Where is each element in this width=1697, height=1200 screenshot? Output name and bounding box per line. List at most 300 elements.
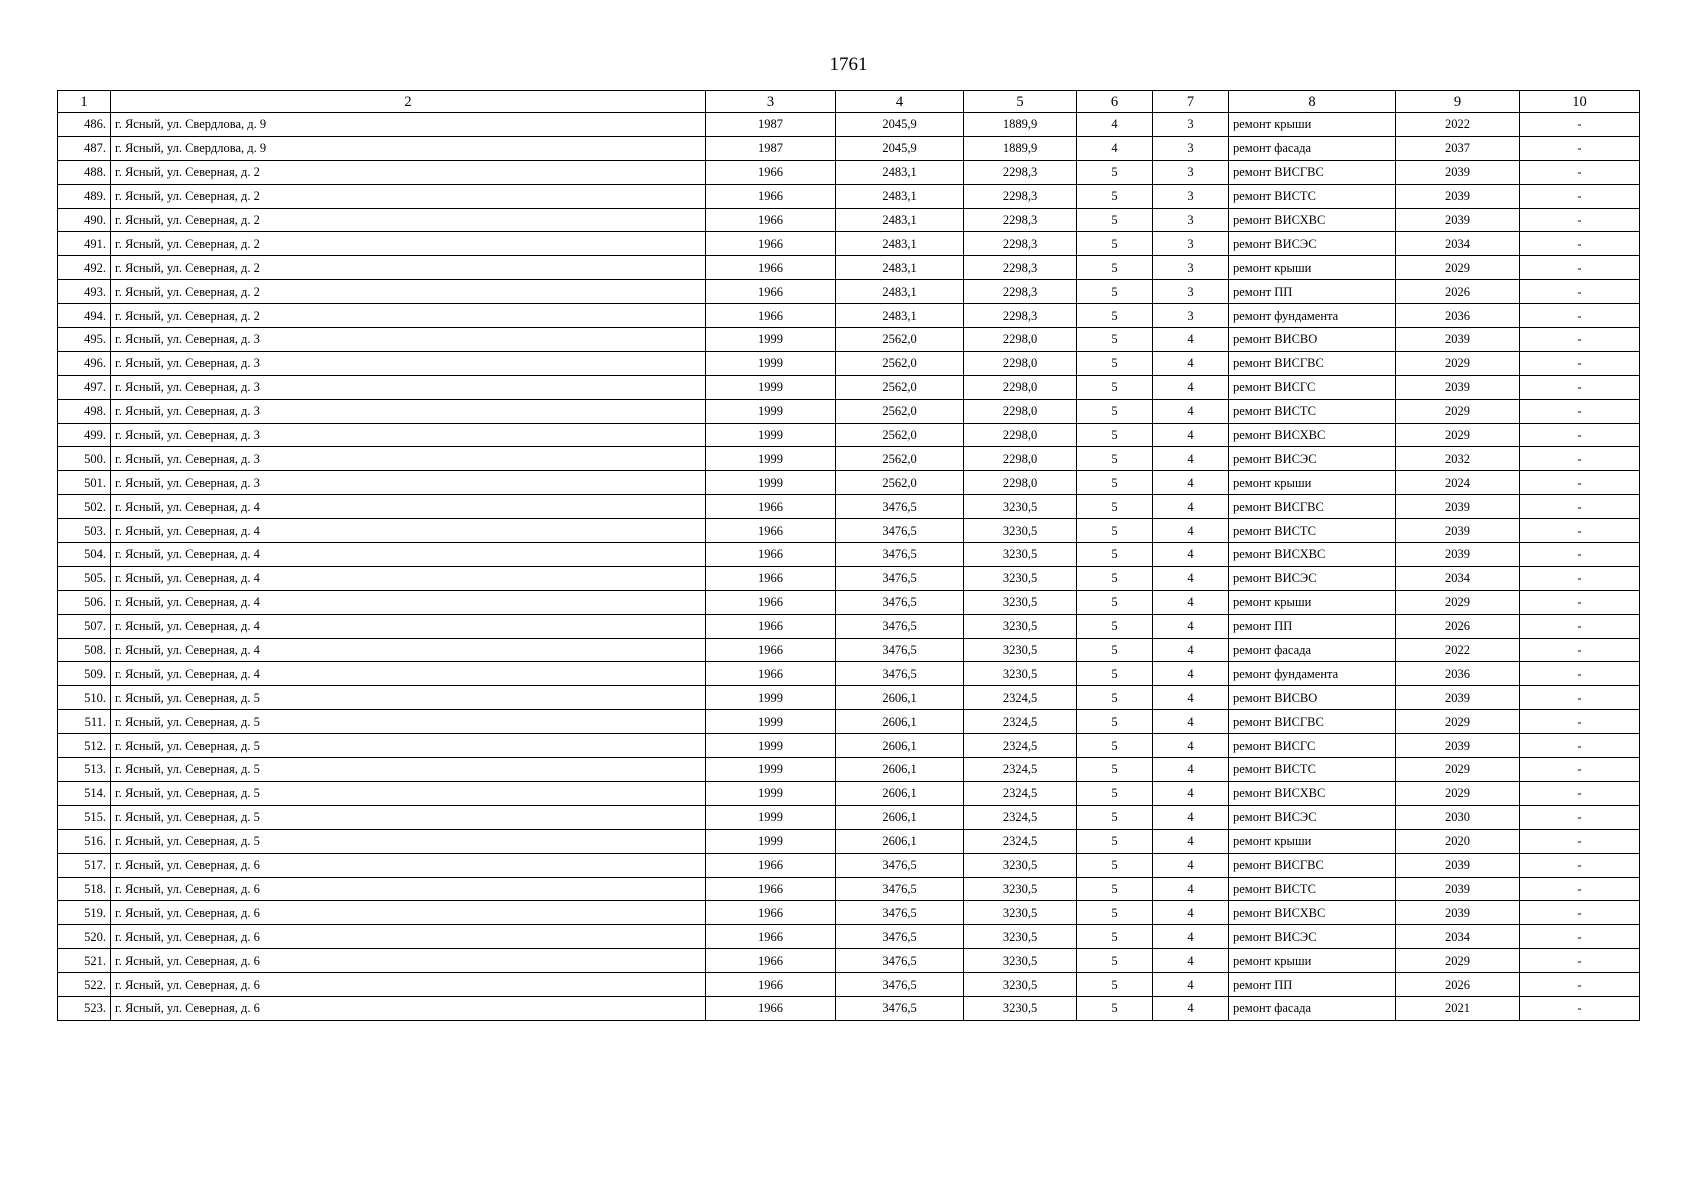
year-built-cell: 1966	[706, 877, 836, 901]
entrances-cell: 3	[1153, 232, 1229, 256]
entrances-cell: 3	[1153, 256, 1229, 280]
floors-cell: 5	[1077, 280, 1153, 304]
address-cell: г. Ясный, ул. Северная, д. 5	[111, 805, 706, 829]
table-row	[58, 686, 1640, 710]
total-area-cell: 2606,1	[836, 686, 964, 710]
row-number-cell: 511.	[58, 710, 111, 734]
row-number-cell: 491.	[58, 232, 111, 256]
year-built-cell: 1966	[706, 304, 836, 328]
row-number-cell: 516.	[58, 829, 111, 853]
floors-cell: 5	[1077, 351, 1153, 375]
year-built-cell: 1966	[706, 901, 836, 925]
year-built-cell: 1966	[706, 495, 836, 519]
address-cell: г. Ясный, ул. Северная, д. 5	[111, 829, 706, 853]
address-cell: г. Ясный, ул. Северная, д. 4	[111, 638, 706, 662]
total-area-cell: 3476,5	[836, 973, 964, 997]
address-cell: г. Ясный, ул. Северная, д. 3	[111, 399, 706, 423]
note-cell: -	[1520, 184, 1640, 208]
entrances-cell: 4	[1153, 925, 1229, 949]
total-area-cell: 2483,1	[836, 208, 964, 232]
planned-year-cell: 2039	[1396, 853, 1520, 877]
entrances-cell: 4	[1153, 853, 1229, 877]
planned-year-cell: 2039	[1396, 375, 1520, 399]
planned-year-cell: 2029	[1396, 399, 1520, 423]
entrances-cell: 4	[1153, 710, 1229, 734]
work-type-cell: ремонт фундамента	[1229, 662, 1396, 686]
living-area-cell: 2324,5	[964, 805, 1077, 829]
note-cell: -	[1520, 423, 1640, 447]
planned-year-cell: 2039	[1396, 328, 1520, 352]
address-cell: г. Ясный, ул. Северная, д. 5	[111, 781, 706, 805]
row-number-cell: 520.	[58, 925, 111, 949]
floors-cell: 5	[1077, 949, 1153, 973]
note-cell: -	[1520, 973, 1640, 997]
living-area-cell: 3230,5	[964, 495, 1077, 519]
living-area-cell: 3230,5	[964, 901, 1077, 925]
year-built-cell: 1966	[706, 184, 836, 208]
work-type-cell: ремонт ВИСГС	[1229, 734, 1396, 758]
table-row	[58, 160, 1640, 184]
floors-cell: 5	[1077, 925, 1153, 949]
floors-cell: 5	[1077, 495, 1153, 519]
note-cell: -	[1520, 519, 1640, 543]
address-cell: г. Ясный, ул. Северная, д. 6	[111, 925, 706, 949]
table-row	[58, 136, 1640, 160]
work-type-cell: ремонт фасада	[1229, 136, 1396, 160]
total-area-cell: 3476,5	[836, 662, 964, 686]
row-number-cell: 498.	[58, 399, 111, 423]
table-row	[58, 853, 1640, 877]
table-row	[58, 710, 1640, 734]
row-number-cell: 487.	[58, 136, 111, 160]
floors-cell: 5	[1077, 758, 1153, 782]
year-built-cell: 1987	[706, 113, 836, 137]
total-area-cell: 2562,0	[836, 423, 964, 447]
planned-year-cell: 2039	[1396, 686, 1520, 710]
entrances-cell: 4	[1153, 901, 1229, 925]
floors-cell: 5	[1077, 399, 1153, 423]
year-built-cell: 1999	[706, 351, 836, 375]
table-row	[58, 566, 1640, 590]
note-cell: -	[1520, 901, 1640, 925]
entrances-cell: 4	[1153, 949, 1229, 973]
floors-cell: 5	[1077, 734, 1153, 758]
planned-year-cell: 2034	[1396, 232, 1520, 256]
total-area-cell: 2483,1	[836, 160, 964, 184]
address-cell: г. Ясный, ул. Северная, д. 3	[111, 447, 706, 471]
note-cell: -	[1520, 447, 1640, 471]
living-area-cell: 2298,3	[964, 208, 1077, 232]
note-cell: -	[1520, 136, 1640, 160]
note-cell: -	[1520, 590, 1640, 614]
floors-cell: 4	[1077, 136, 1153, 160]
row-number-cell: 488.	[58, 160, 111, 184]
address-cell: г. Ясный, ул. Северная, д. 3	[111, 471, 706, 495]
entrances-cell: 4	[1153, 973, 1229, 997]
address-cell: г. Ясный, ул. Северная, д. 4	[111, 590, 706, 614]
work-type-cell: ремонт ВИСТС	[1229, 399, 1396, 423]
table-row	[58, 495, 1640, 519]
year-built-cell: 1966	[706, 590, 836, 614]
planned-year-cell: 2037	[1396, 136, 1520, 160]
floors-cell: 5	[1077, 614, 1153, 638]
floors-cell: 5	[1077, 853, 1153, 877]
work-type-cell: ремонт ВИСХВС	[1229, 423, 1396, 447]
note-cell: -	[1520, 256, 1640, 280]
note-cell: -	[1520, 614, 1640, 638]
total-area-cell: 3476,5	[836, 877, 964, 901]
work-type-cell: ремонт фасада	[1229, 996, 1396, 1020]
year-built-cell: 1999	[706, 447, 836, 471]
work-type-cell: ремонт крыши	[1229, 471, 1396, 495]
address-cell: г. Ясный, ул. Северная, д. 4	[111, 495, 706, 519]
note-cell: -	[1520, 232, 1640, 256]
work-type-cell: ремонт крыши	[1229, 829, 1396, 853]
living-area-cell: 2324,5	[964, 686, 1077, 710]
table-row	[58, 280, 1640, 304]
year-built-cell: 1966	[706, 614, 836, 638]
floors-cell: 5	[1077, 877, 1153, 901]
row-number-cell: 522.	[58, 973, 111, 997]
total-area-cell: 3476,5	[836, 638, 964, 662]
entrances-cell: 4	[1153, 734, 1229, 758]
table-row	[58, 423, 1640, 447]
year-built-cell: 1966	[706, 232, 836, 256]
floors-cell: 5	[1077, 304, 1153, 328]
note-cell: -	[1520, 805, 1640, 829]
floors-cell: 5	[1077, 973, 1153, 997]
note-cell: -	[1520, 543, 1640, 567]
entrances-cell: 4	[1153, 662, 1229, 686]
planned-year-cell: 2029	[1396, 423, 1520, 447]
living-area-cell: 2324,5	[964, 710, 1077, 734]
note-cell: -	[1520, 328, 1640, 352]
table-row	[58, 662, 1640, 686]
year-built-cell: 1966	[706, 662, 836, 686]
living-area-cell: 2298,0	[964, 423, 1077, 447]
floors-cell: 5	[1077, 160, 1153, 184]
floors-cell: 5	[1077, 232, 1153, 256]
work-type-cell: ремонт ВИСЭС	[1229, 566, 1396, 590]
entrances-cell: 3	[1153, 113, 1229, 137]
total-area-cell: 2606,1	[836, 805, 964, 829]
total-area-cell: 3476,5	[836, 925, 964, 949]
row-number-cell: 506.	[58, 590, 111, 614]
work-type-cell: ремонт ВИСГВС	[1229, 351, 1396, 375]
table-row	[58, 184, 1640, 208]
work-type-cell: ремонт ВИСТС	[1229, 758, 1396, 782]
year-built-cell: 1999	[706, 734, 836, 758]
address-cell: г. Ясный, ул. Северная, д. 2	[111, 208, 706, 232]
entrances-cell: 4	[1153, 447, 1229, 471]
address-cell: г. Ясный, ул. Северная, д. 4	[111, 614, 706, 638]
note-cell: -	[1520, 781, 1640, 805]
table-row	[58, 113, 1640, 137]
living-area-cell: 2298,3	[964, 232, 1077, 256]
living-area-cell: 3230,5	[964, 925, 1077, 949]
table-row	[58, 328, 1640, 352]
table-row	[58, 208, 1640, 232]
floors-cell: 5	[1077, 519, 1153, 543]
note-cell: -	[1520, 638, 1640, 662]
address-cell: г. Ясный, ул. Свердлова, д. 9	[111, 113, 706, 137]
year-built-cell: 1966	[706, 280, 836, 304]
floors-cell: 5	[1077, 447, 1153, 471]
table-row	[58, 805, 1640, 829]
total-area-cell: 3476,5	[836, 949, 964, 973]
note-cell: -	[1520, 399, 1640, 423]
living-area-cell: 2298,3	[964, 256, 1077, 280]
total-area-cell: 3476,5	[836, 853, 964, 877]
entrances-cell: 4	[1153, 351, 1229, 375]
total-area-cell: 2562,0	[836, 447, 964, 471]
row-number-cell: 500.	[58, 447, 111, 471]
note-cell: -	[1520, 280, 1640, 304]
living-area-cell: 2298,3	[964, 304, 1077, 328]
row-number-cell: 492.	[58, 256, 111, 280]
address-cell: г. Ясный, ул. Северная, д. 5	[111, 710, 706, 734]
total-area-cell: 3476,5	[836, 543, 964, 567]
table-row	[58, 877, 1640, 901]
entrances-cell: 3	[1153, 304, 1229, 328]
row-number-cell: 497.	[58, 375, 111, 399]
note-cell: -	[1520, 566, 1640, 590]
work-type-cell: ремонт ПП	[1229, 280, 1396, 304]
row-number-cell: 495.	[58, 328, 111, 352]
total-area-cell: 2483,1	[836, 184, 964, 208]
floors-cell: 5	[1077, 996, 1153, 1020]
year-built-cell: 1999	[706, 758, 836, 782]
entrances-cell: 4	[1153, 590, 1229, 614]
living-area-cell: 3230,5	[964, 566, 1077, 590]
living-area-cell: 2298,0	[964, 447, 1077, 471]
year-built-cell: 1966	[706, 996, 836, 1020]
floors-cell: 5	[1077, 686, 1153, 710]
note-cell: -	[1520, 662, 1640, 686]
planned-year-cell: 2039	[1396, 543, 1520, 567]
address-cell: г. Ясный, ул. Северная, д. 6	[111, 996, 706, 1020]
total-area-cell: 2483,1	[836, 232, 964, 256]
year-built-cell: 1999	[706, 423, 836, 447]
total-area-cell: 2045,9	[836, 113, 964, 137]
column-header: 7	[1153, 91, 1229, 113]
total-area-cell: 2606,1	[836, 734, 964, 758]
address-cell: г. Ясный, ул. Северная, д. 2	[111, 256, 706, 280]
planned-year-cell: 2036	[1396, 304, 1520, 328]
planned-year-cell: 2030	[1396, 805, 1520, 829]
living-area-cell: 3230,5	[964, 543, 1077, 567]
table-row	[58, 781, 1640, 805]
living-area-cell: 3230,5	[964, 853, 1077, 877]
table-row	[58, 399, 1640, 423]
work-type-cell: ремонт крыши	[1229, 949, 1396, 973]
year-built-cell: 1999	[706, 829, 836, 853]
address-cell: г. Ясный, ул. Свердлова, д. 9	[111, 136, 706, 160]
entrances-cell: 4	[1153, 758, 1229, 782]
work-type-cell: ремонт ВИСХВС	[1229, 208, 1396, 232]
total-area-cell: 2606,1	[836, 758, 964, 782]
total-area-cell: 2562,0	[836, 375, 964, 399]
total-area-cell: 2606,1	[836, 829, 964, 853]
floors-cell: 5	[1077, 328, 1153, 352]
work-type-cell: ремонт ВИСВО	[1229, 328, 1396, 352]
entrances-cell: 4	[1153, 471, 1229, 495]
planned-year-cell: 2032	[1396, 447, 1520, 471]
planned-year-cell: 2036	[1396, 662, 1520, 686]
year-built-cell: 1966	[706, 543, 836, 567]
planned-year-cell: 2029	[1396, 710, 1520, 734]
work-type-cell: ремонт ВИСГС	[1229, 375, 1396, 399]
living-area-cell: 1889,9	[964, 136, 1077, 160]
address-cell: г. Ясный, ул. Северная, д. 5	[111, 758, 706, 782]
row-number-cell: 493.	[58, 280, 111, 304]
total-area-cell: 2483,1	[836, 304, 964, 328]
planned-year-cell: 2029	[1396, 949, 1520, 973]
column-header: 8	[1229, 91, 1396, 113]
work-type-cell: ремонт крыши	[1229, 256, 1396, 280]
row-number-cell: 494.	[58, 304, 111, 328]
table-row	[58, 829, 1640, 853]
living-area-cell: 3230,5	[964, 590, 1077, 614]
table-row	[58, 925, 1640, 949]
year-built-cell: 1966	[706, 853, 836, 877]
row-number-cell: 521.	[58, 949, 111, 973]
year-built-cell: 1999	[706, 375, 836, 399]
living-area-cell: 3230,5	[964, 614, 1077, 638]
floors-cell: 5	[1077, 662, 1153, 686]
entrances-cell: 4	[1153, 686, 1229, 710]
living-area-cell: 3230,5	[964, 877, 1077, 901]
living-area-cell: 3230,5	[964, 638, 1077, 662]
year-built-cell: 1966	[706, 519, 836, 543]
work-type-cell: ремонт ВИСТС	[1229, 519, 1396, 543]
year-built-cell: 1987	[706, 136, 836, 160]
planned-year-cell: 2029	[1396, 256, 1520, 280]
row-number-cell: 508.	[58, 638, 111, 662]
year-built-cell: 1999	[706, 781, 836, 805]
row-number-cell: 486.	[58, 113, 111, 137]
address-cell: г. Ясный, ул. Северная, д. 6	[111, 949, 706, 973]
work-type-cell: ремонт ВИСЭС	[1229, 925, 1396, 949]
work-type-cell: ремонт ВИСВО	[1229, 686, 1396, 710]
table-row	[58, 256, 1640, 280]
address-cell: г. Ясный, ул. Северная, д. 6	[111, 877, 706, 901]
living-area-cell: 2298,0	[964, 399, 1077, 423]
entrances-cell: 4	[1153, 399, 1229, 423]
planned-year-cell: 2029	[1396, 758, 1520, 782]
header-row	[58, 91, 1640, 113]
note-cell: -	[1520, 710, 1640, 734]
row-number-cell: 505.	[58, 566, 111, 590]
floors-cell: 5	[1077, 781, 1153, 805]
floors-cell: 5	[1077, 805, 1153, 829]
column-header: 9	[1396, 91, 1520, 113]
year-built-cell: 1966	[706, 160, 836, 184]
note-cell: -	[1520, 758, 1640, 782]
living-area-cell: 3230,5	[964, 973, 1077, 997]
planned-year-cell: 2026	[1396, 973, 1520, 997]
entrances-cell: 4	[1153, 423, 1229, 447]
year-built-cell: 1966	[706, 256, 836, 280]
total-area-cell: 3476,5	[836, 996, 964, 1020]
work-type-cell: ремонт ВИСГВС	[1229, 160, 1396, 184]
row-number-cell: 515.	[58, 805, 111, 829]
row-number-cell: 517.	[58, 853, 111, 877]
address-cell: г. Ясный, ул. Северная, д. 3	[111, 328, 706, 352]
living-area-cell: 3230,5	[964, 949, 1077, 973]
row-number-cell: 504.	[58, 543, 111, 567]
year-built-cell: 1966	[706, 208, 836, 232]
table-row	[58, 232, 1640, 256]
year-built-cell: 1999	[706, 805, 836, 829]
note-cell: -	[1520, 351, 1640, 375]
entrances-cell: 4	[1153, 829, 1229, 853]
year-built-cell: 1999	[706, 686, 836, 710]
total-area-cell: 2483,1	[836, 256, 964, 280]
planned-year-cell: 2039	[1396, 208, 1520, 232]
total-area-cell: 2045,9	[836, 136, 964, 160]
year-built-cell: 1966	[706, 949, 836, 973]
floors-cell: 5	[1077, 375, 1153, 399]
table-row	[58, 614, 1640, 638]
note-cell: -	[1520, 925, 1640, 949]
year-built-cell: 1999	[706, 328, 836, 352]
table-body	[58, 113, 1640, 1021]
living-area-cell: 2324,5	[964, 758, 1077, 782]
entrances-cell: 4	[1153, 614, 1229, 638]
floors-cell: 5	[1077, 471, 1153, 495]
floors-cell: 5	[1077, 590, 1153, 614]
table-row	[58, 758, 1640, 782]
living-area-cell: 2324,5	[964, 734, 1077, 758]
total-area-cell: 3476,5	[836, 566, 964, 590]
address-cell: г. Ясный, ул. Северная, д. 6	[111, 973, 706, 997]
total-area-cell: 2562,0	[836, 328, 964, 352]
address-cell: г. Ясный, ул. Северная, д. 2	[111, 160, 706, 184]
column-header: 3	[706, 91, 836, 113]
year-built-cell: 1966	[706, 925, 836, 949]
planned-year-cell: 2039	[1396, 734, 1520, 758]
work-type-cell: ремонт ВИСЭС	[1229, 232, 1396, 256]
year-built-cell: 1966	[706, 973, 836, 997]
address-cell: г. Ясный, ул. Северная, д. 4	[111, 566, 706, 590]
planned-year-cell: 2039	[1396, 495, 1520, 519]
address-cell: г. Ясный, ул. Северная, д. 2	[111, 232, 706, 256]
total-area-cell: 3476,5	[836, 495, 964, 519]
work-type-cell: ремонт ВИСХВС	[1229, 901, 1396, 925]
entrances-cell: 3	[1153, 160, 1229, 184]
living-area-cell: 2298,0	[964, 351, 1077, 375]
planned-year-cell: 2034	[1396, 925, 1520, 949]
year-built-cell: 1999	[706, 399, 836, 423]
total-area-cell: 3476,5	[836, 590, 964, 614]
planned-year-cell: 2039	[1396, 877, 1520, 901]
address-cell: г. Ясный, ул. Северная, д. 2	[111, 280, 706, 304]
table-row	[58, 304, 1640, 328]
column-header: 4	[836, 91, 964, 113]
total-area-cell: 2606,1	[836, 781, 964, 805]
planned-year-cell: 2029	[1396, 781, 1520, 805]
living-area-cell: 2298,0	[964, 471, 1077, 495]
year-built-cell: 1999	[706, 471, 836, 495]
living-area-cell: 2298,3	[964, 184, 1077, 208]
planned-year-cell: 2021	[1396, 996, 1520, 1020]
note-cell: -	[1520, 208, 1640, 232]
work-type-cell: ремонт ВИСГВС	[1229, 853, 1396, 877]
table-row	[58, 375, 1640, 399]
work-type-cell: ремонт ПП	[1229, 614, 1396, 638]
total-area-cell: 2606,1	[836, 710, 964, 734]
